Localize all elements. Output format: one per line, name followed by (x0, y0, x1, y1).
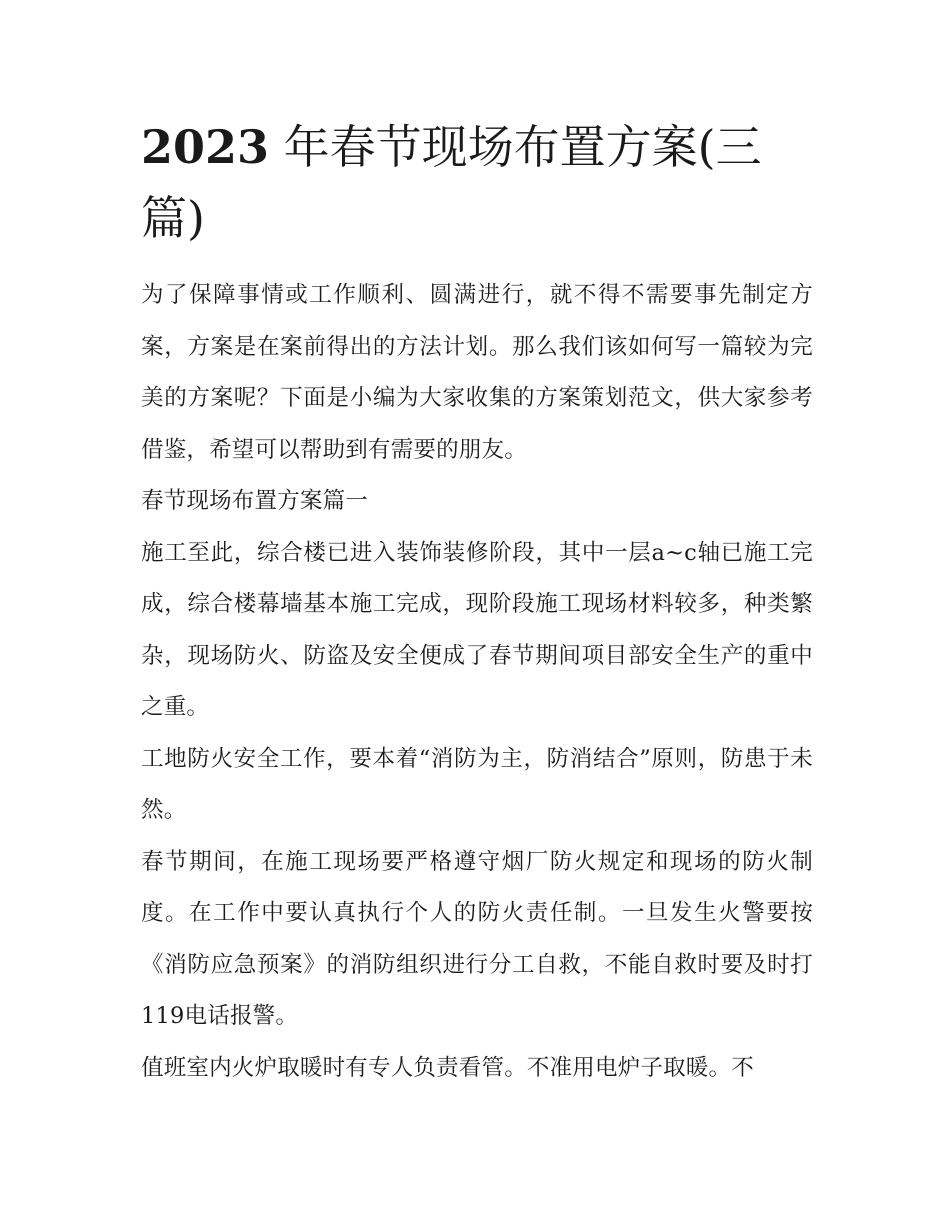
document-page (141, 112, 813, 1094)
body-paragraph: 工地防火安全工作，要本着“消防为主，防消结合”原则，防患于未然。 (141, 745, 813, 823)
body-paragraph: 施工至此，综合楼已进入装饰装修阶段，其中一层a~c轴已施工完成，综合楼幕墙基本施工完成，现阶段施工现场材料较多，种类繁杂，现场防火、防盗及安全便成了春节期间项目部安全生产的重中之重。 (141, 539, 813, 720)
document-title (141, 112, 813, 254)
intro-paragraph: 为了保障事情或工作顺利、圆满进行，就不得不需要事先制定方案，方案是在案前得出的方法计划。那么我们该如何写一篇较为完美的方案呢？下面是小编为大家收集的方案策划范文，供大家参考借鉴，希望可以帮助到有需要的朋友。 (141, 282, 813, 463)
section-heading: 春节现场布置方案篇一 (141, 488, 369, 514)
title-year: 2023 (141, 120, 270, 174)
body-paragraph: 值班室内火炉取暖时有专人负责看管。不准用电炉子取暖。不 (141, 1054, 754, 1081)
title-text: 年春节现场布置方案(三篇) (141, 120, 762, 245)
body-paragraph: 春节期间，在施工现场要严格遵守烟厂防火规定和现场的防火制度。在工作中要认真执行个人的防火责任制。一旦发生火警要按《消防应急预案》的消防组织进行分工自救，不能自救时要及时打119电话报警。 (141, 848, 813, 1029)
